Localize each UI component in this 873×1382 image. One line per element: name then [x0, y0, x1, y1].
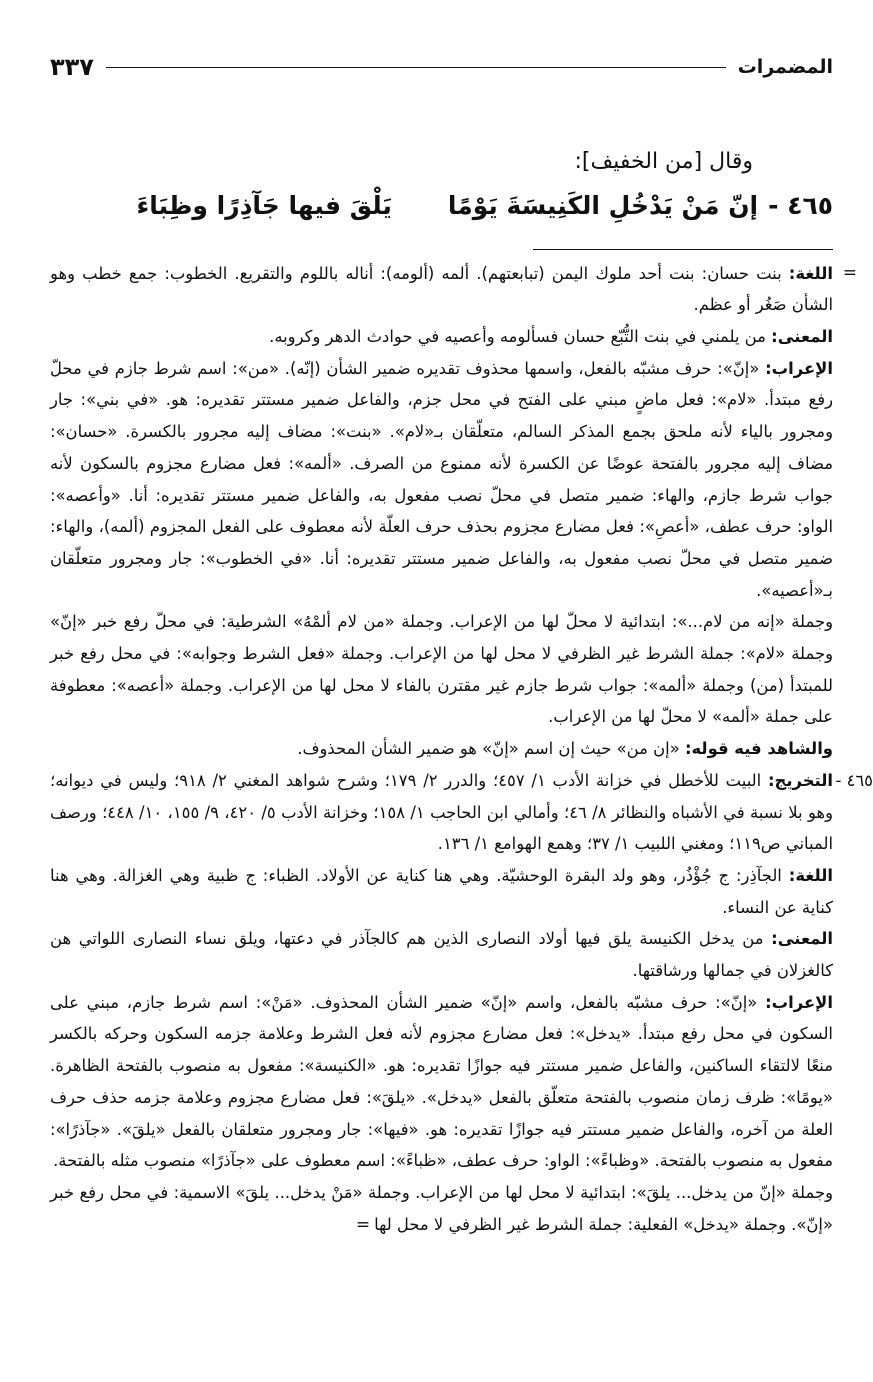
footnote-paragraph: اللغة: بنت حسان: بنت أحد ملوك اليمن (تبابعتهم). ألمه (ألومه): أناله باللوم والتقريع. الخطوب: جمع خطب وهو الشأن صَغُر أو عظم.: [50, 263, 833, 315]
header-rule: [106, 67, 726, 68]
footnote-paragraph: اللغة: الجآذِر: ج جُؤْذُر، وهو ولد البقرة الوحشيّة. وهي هنا كناية عن الأولاد. الظباء: ج ظبية وهي الغزالة. وهي هنا كناية عن النساء.: [50, 865, 833, 917]
footnote-paragraph: المعنى: من يدخل الكنيسة يلق فيها أولاد النصارى الذين هم كالجآذر في دعتها، ويلق نساء النصارى اللواتي هن كالغزلان في جمالها ورشاقتها.: [50, 929, 833, 981]
page-number: ٣٣٧: [50, 53, 94, 81]
footnote-paragraph: وجملة «إنّ من يدخل... يلقَ»: ابتدائية لا محل لها من الإعراب. وجملة «مَنْ يدخل... يلقَ» الاسمية: في محل رفع خبر «إنّ». وجملة «يدخل» الفعلية: جملة الشرط غير الظرفي لا محل لها=: [50, 1182, 833, 1235]
page-header: [50, 48, 833, 86]
footnote-number: ٤٦٥ -: [835, 770, 873, 790]
footnote-paragraph: الإعراب: «إنّ»: حرف مشبّه بالفعل، واسم «إنّ» ضمير الشأن المحذوف. «مَنْ»: اسم شرط جازم، مبني على السكون في محل رفع مبتدأ. «يدخل»: فعل مضارع مجزوم لأنه فعل الشرط وعلامة جزمه السكون وحركه بالكسر منعًا لالتقاء الساكنين، والفاعل ضمير مستتر فيه جوازًا تقديره: هو. «الكنيسة»: مفعول به منصوب بالفتحة الظاهرة. «يومًا»: ظرف زمان منصوب بالفتحة متعلّق بالفعل «يدخل». «يلقَ»: فعل مضارع مجزوم وعلامة جزمه حذف حرف العلة من آخره، والفاعل ضمير مستتر فيه جوازًا تقديره: هو. «فيها»: جار ومجرور متعلقان بالفعل «يلقَ». «جآذرًا»: مفعول به منصوب بالفتحة. «وظباءً»: الواو: حرف عطف، «ظباءً»: اسم معطوف على «جآذرًا» منصوب مثله بالفتحة.: [50, 992, 833, 1171]
verse-number: ٤٦٥ -: [768, 190, 833, 220]
continued-marker: =: [355, 1214, 371, 1235]
footnote-paragraph: والشاهد فيه قوله: «إن من» حيث إن اسم «إنّ» هو ضمير الشأن المحذوف.: [297, 739, 833, 759]
footnote-paragraph: وجملة «إنه من لام...»: ابتدائية لا محلّ لها من الإعراب. وجملة «من لام ألمْهُ» الشرطية: في محلّ رفع خبر «إنّ» وجملة «لام»: جملة الشرط غير الظرفي لا محل لها من الإعراب. وجملة «فعل الشرط وجوابه»: في محل رفع خبر للمبتدأ (من) وجملة «ألمه»: جواب شرط جازم غير مقترن بالفاء لا محل لها من الإعراب. وجملة «أعصه»: معطوفة على جملة «ألمه» لا محلّ لها من الإعراب.: [50, 612, 833, 727]
verse-hemistich-2: يَلْقَ فيها جَآذِرًا وظِبَاءَ: [136, 190, 392, 220]
verse-hemistich-1: إنّ مَنْ يَدْخُلِ الكَنِيسَةَ يَوْمًا: [447, 190, 759, 220]
footnote-paragraph: ٤٦٥ - التخريج: البيت للأخطل في خزانة الأدب ١/ ٤٥٧؛ والدرر ٢/ ١٧٩؛ وشرح شواهد المغني ٢/ ٩١٨؛ وليس في ديوانه؛ وهو بلا نسبة في الأشباه والنظائر ٨/ ٤٦؛ وأمالي ابن الحاجب ١/ ١٥٨؛ وخزانة الأدب ٥/ ٤٢٠، ٩/ ١٥٥، ١٠/ ٤٤٨؛ ورصف المباني ص١١٩؛ ومغني اللبيب ١/ ٣٧؛ وهمع الهوامع ١/ ١٣٦.: [50, 765, 833, 860]
footnote-separator: [533, 249, 833, 250]
continued-from-marker: =: [842, 262, 857, 283]
verse-intro: وقال [من الخفيف]:: [574, 149, 753, 174]
footnote-paragraph: الإعراب: «إنّ»: حرف مشبّه بالفعل، واسمها محذوف تقديره ضمير الشأن (إنّه). «من»: اسم شرط جازم في محلّ رفع مبتدأ. «لام»: فعل ماضٍ مبني على الفتح في محل جزم، والفاعل ضمير مستتر تقديره: هو. «في بني»: جار ومجرور بالياء لأنه ملحق بجمع المذكر السالم، متعلّقان بـ«لام». «بنت»: مضاف إليه مجرور بالكسرة. «حسان»: مضاف إليه مجرور بالفتحة عوضًا عن الكسرة لأنه ممنوع من الصرف. «ألمه»: فعل مضارع مجزوم بالسكون لأنه جواب شرط جازم، والهاء: ضمير متصل في محلّ نصب مفعول به، والفاعل ضمير مستتر تقديره: أنا. «وأعصه»: الواو: حرف عطف، «أعصِ»: فعل مضارع مجزوم بحذف حرف العلّة لأنه معطوف على الفعل المجزوم (ألمه)، والهاء: ضمير متصل في محلّ نصب مفعول به، والفاعل ضمير مستتر تقديره: أنا. «في الخطوب»: جار ومجرور متعلّقان بـ«أعصيه».: [50, 358, 833, 600]
poetry-verse: [50, 191, 833, 241]
footnote-paragraph: المعنى: من يلمني في بنت التُّبّع حسان فسألومه وأعصيه في حوادث الدهر وكروبه.: [269, 327, 833, 346]
footnotes: [50, 258, 873, 1242]
section-title: المضمرات: [737, 56, 833, 78]
